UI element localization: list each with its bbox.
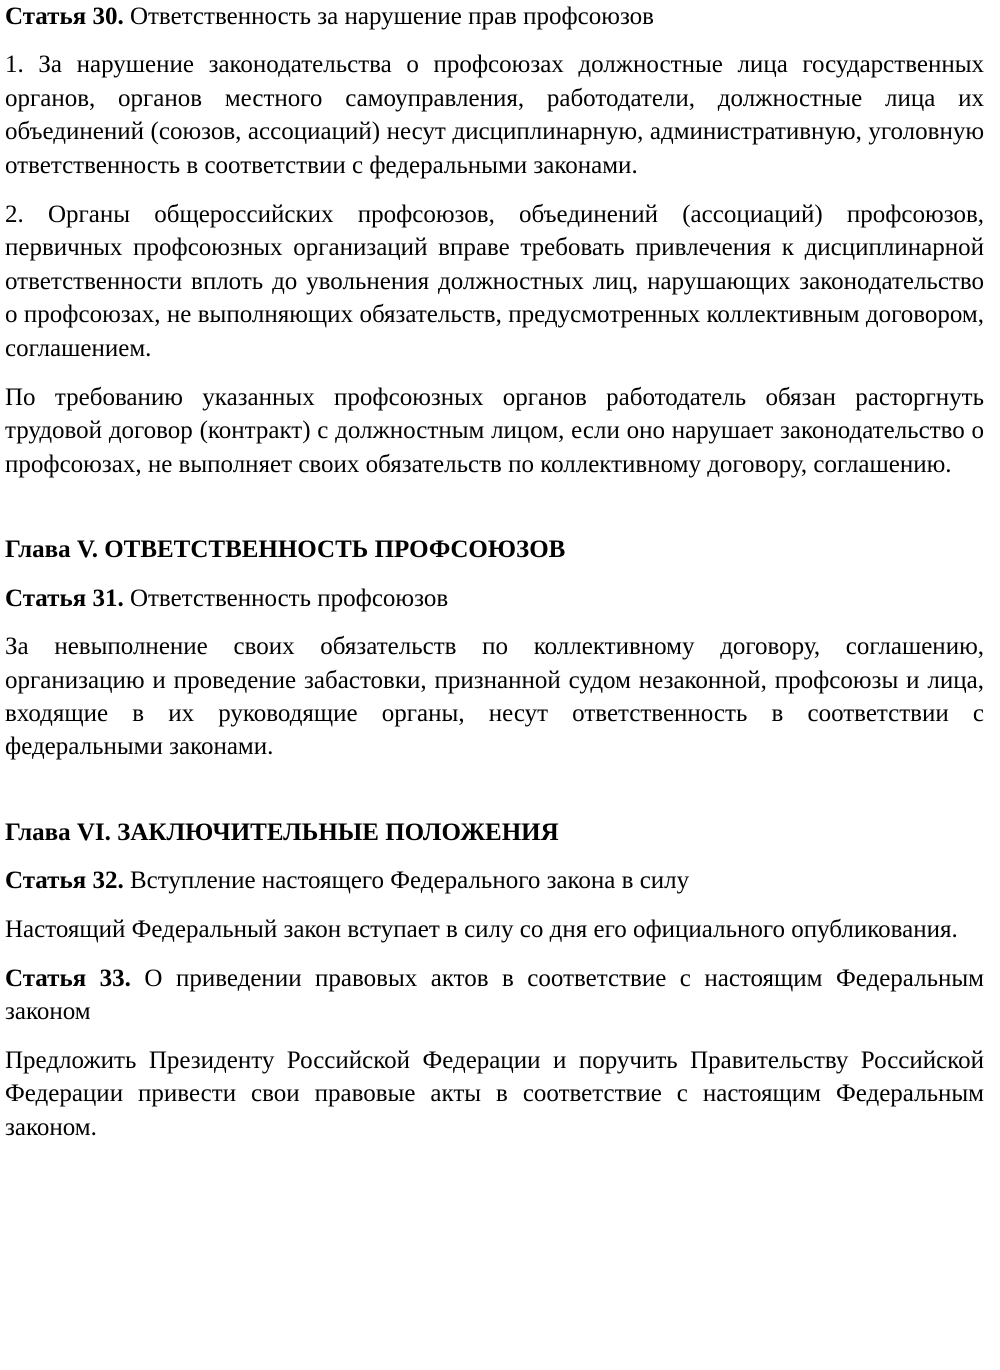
article-33-heading: [5, 962, 984, 1029]
article-30-paragraph-2: 2. Органы общероссийских профсоюзов, объединений (ассоциаций) профсоюзов, первичных профсоюзных организаций вправе требовать привлечения к дисциплинарной ответственности вплоть до увольнения должностных лиц, нарушающих законодательство о профсоюзах, не выполняющих обязательств, предусмотренных коллективным договором, соглашением.: [5, 201, 984, 362]
article-31-label: Статья 31.: [5, 584, 124, 612]
article-30-paragraph-3: По требованию указанных профсоюзных органов работодатель обязан расторгнуть трудовой договор (контракт) с должностным лицом, если оно нарушает законодательство о профсоюзах, не выполняет своих обязательств по коллективному договору, соглашению.: [5, 384, 984, 478]
article-30-heading: [5, 0, 984, 33]
article-33-label: Статья 33.: [5, 964, 131, 992]
article-32-label: Статья 32.: [5, 867, 124, 895]
chapter-5-heading: Глава V. ОТВЕТСТВЕННОСТЬ ПРОФСОЮЗОВ: [5, 536, 566, 564]
article-30-paragraph-1: 1. За нарушение законодательства о профсоюзах должностные лица государственных органов, органов местного самоуправления, работодатели, должностные лица их объединений (союзов, ассоциаций) несут дисциплинарную, административную, уголовную ответственность в соответствии с федеральными законами.: [5, 51, 984, 179]
document-page: [5, 0, 984, 1160]
article-30-title: Ответственность за нарушение прав профсоюзов: [129, 3, 654, 30]
chapter-6-heading: Глава VI. ЗАКЛЮЧИТЕЛЬНЫЕ ПОЛОЖЕНИЯ: [5, 818, 559, 846]
article-33-paragraph-1: Предложить Президенту Российской Федерации и поручить Правительству Российской Федерации привести свои правовые акты в соответствие с настоящим Федеральным законом.: [5, 1046, 984, 1141]
article-33-title: О приведении правовых актов в соответствие с настоящим Федеральным законом: [5, 964, 984, 1026]
article-32-paragraph-1: Настоящий Федеральный закон вступает в силу со дня его официального опубликования.: [5, 915, 958, 943]
article-31-heading: [5, 582, 984, 615]
article-30-label: Статья 30.: [5, 3, 124, 30]
article-32-title: Вступление настоящего Федерального закона в силу: [129, 867, 690, 895]
article-31-title: Ответственность профсоюзов: [129, 584, 449, 612]
article-32-heading: [5, 864, 984, 897]
article-31-paragraph-1: За невыполнение своих обязательств по коллективному договору, соглашению, организацию и проведение забастовки, признанной судом незаконной, профсоюзы и лица, входящие в их руководящие органы, несут ответственность в соответствии с федеральными законами.: [5, 633, 984, 761]
